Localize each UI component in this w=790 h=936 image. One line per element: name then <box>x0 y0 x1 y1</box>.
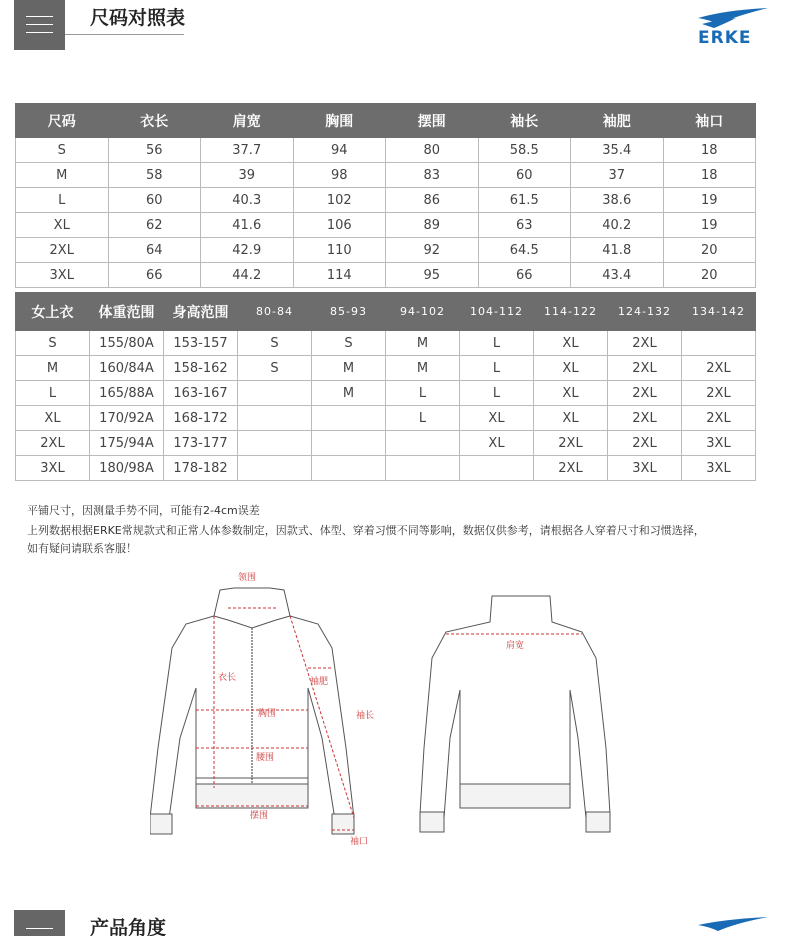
jacket-front <box>150 588 354 834</box>
table-cell: 18 <box>663 138 756 163</box>
table-cell <box>682 331 756 356</box>
table-cell: 163-167 <box>164 381 238 406</box>
table-cell: M <box>386 356 460 381</box>
shoulder-label: 肩宽 <box>506 641 525 651</box>
table-row <box>16 431 756 456</box>
erke-logo-icon <box>696 915 770 935</box>
table-row <box>16 213 756 238</box>
jacket-measurement-diagram <box>150 568 620 858</box>
table-cell: 63 <box>478 213 571 238</box>
table-row <box>16 381 756 406</box>
column-header: 124-132 <box>608 293 682 331</box>
menu-icon[interactable] <box>14 0 65 50</box>
table-cell: 102 <box>293 188 386 213</box>
table-cell: XL <box>534 331 608 356</box>
table-cell: 106 <box>293 213 386 238</box>
table-cell: 158-162 <box>164 356 238 381</box>
hem-label: 摆围 <box>250 811 269 821</box>
table-cell: 98 <box>293 163 386 188</box>
column-header: 衣长 <box>108 104 201 138</box>
table-cell: S <box>312 331 386 356</box>
table-cell: 165/88A <box>90 381 164 406</box>
table-cell: 18 <box>663 163 756 188</box>
column-header: 摆围 <box>386 104 479 138</box>
table-cell: 2XL <box>16 431 90 456</box>
column-header: 80-84 <box>238 293 312 331</box>
table-row <box>16 188 756 213</box>
table-cell: 95 <box>386 263 479 288</box>
table-cell: 2XL <box>682 381 756 406</box>
table-cell: M <box>312 381 386 406</box>
table-cell <box>238 406 312 431</box>
table-cell <box>312 406 386 431</box>
table-cell: L <box>460 356 534 381</box>
table-cell: 42.9 <box>201 238 294 263</box>
brand-logo-text: ERKE <box>698 28 752 48</box>
table-cell: 62 <box>108 213 201 238</box>
table-cell: 3XL <box>608 456 682 481</box>
column-header: 袖长 <box>478 104 571 138</box>
table-cell: 60 <box>108 188 201 213</box>
table-cell: 2XL <box>608 356 682 381</box>
column-header: 94-102 <box>386 293 460 331</box>
table-cell: 41.8 <box>571 238 664 263</box>
table-cell: 168-172 <box>164 406 238 431</box>
table-cell: L <box>386 406 460 431</box>
table-cell: 89 <box>386 213 479 238</box>
column-header: 114-122 <box>534 293 608 331</box>
table-cell: 170/92A <box>90 406 164 431</box>
table-cell: 86 <box>386 188 479 213</box>
table-cell: 56 <box>108 138 201 163</box>
column-header: 胸围 <box>293 104 386 138</box>
table-cell: M <box>312 356 386 381</box>
table-cell: 35.4 <box>571 138 664 163</box>
sleeve-length-label: 袖长 <box>356 711 375 721</box>
table-cell: 40.3 <box>201 188 294 213</box>
table-cell: 60 <box>478 163 571 188</box>
sleeve-width-label: 袖肥 <box>310 677 329 687</box>
table-cell: M <box>386 331 460 356</box>
table-cell: 175/94A <box>90 431 164 456</box>
column-header: 134-142 <box>682 293 756 331</box>
table-cell: L <box>16 188 109 213</box>
table-cell: 37 <box>571 163 664 188</box>
length-label: 衣长 <box>218 673 237 683</box>
table-cell: 2XL <box>608 431 682 456</box>
column-header: 体重范围 <box>90 293 164 331</box>
table-cell: 83 <box>386 163 479 188</box>
table-row <box>16 331 756 356</box>
table-cell: 61.5 <box>478 188 571 213</box>
column-header: 尺码 <box>16 104 109 138</box>
table-cell: L <box>460 331 534 356</box>
measurement-note: 平铺尺寸，因测量手势不同，可能有2-4cm误差 <box>27 504 260 517</box>
table-cell: L <box>16 381 90 406</box>
chest-label: 胸围 <box>258 709 277 719</box>
table-header-row <box>16 293 756 331</box>
table-cell: 2XL <box>534 431 608 456</box>
column-header: 104-112 <box>460 293 534 331</box>
table-cell <box>312 431 386 456</box>
table-cell: 2XL <box>682 356 756 381</box>
table-cell: 19 <box>663 188 756 213</box>
menu-icon[interactable] <box>14 910 65 936</box>
cuff-label: 袖口 <box>350 837 369 847</box>
table-row <box>16 238 756 263</box>
table-header-row <box>16 104 756 138</box>
table-cell: M <box>16 163 109 188</box>
size-chart-table <box>15 103 756 288</box>
table-cell <box>312 456 386 481</box>
table-cell: 66 <box>108 263 201 288</box>
table-cell <box>238 456 312 481</box>
table-cell: 173-177 <box>164 431 238 456</box>
table-cell: S <box>16 138 109 163</box>
table-cell <box>386 431 460 456</box>
table-cell: S <box>238 331 312 356</box>
table-cell: 160/84A <box>90 356 164 381</box>
table-cell: 180/98A <box>90 456 164 481</box>
table-cell: 2XL <box>682 406 756 431</box>
table-cell: 41.6 <box>201 213 294 238</box>
table-cell: 2XL <box>608 381 682 406</box>
table-cell: 64 <box>108 238 201 263</box>
table-cell: 3XL <box>16 263 109 288</box>
table-cell: 80 <box>386 138 479 163</box>
table-row <box>16 406 756 431</box>
column-header: 袖口 <box>663 104 756 138</box>
table-cell: XL <box>534 381 608 406</box>
table-cell <box>238 431 312 456</box>
section-title-product-angle: 产品角度 <box>90 917 167 936</box>
table-row <box>16 356 756 381</box>
table-cell: 58.5 <box>478 138 571 163</box>
table-cell: 2XL <box>16 238 109 263</box>
table-cell: 3XL <box>682 431 756 456</box>
table-cell: 40.2 <box>571 213 664 238</box>
table-row <box>16 263 756 288</box>
table-cell: 114 <box>293 263 386 288</box>
table-cell: 110 <box>293 238 386 263</box>
table-cell: 92 <box>386 238 479 263</box>
column-header: 袖肥 <box>571 104 664 138</box>
table-cell: L <box>386 381 460 406</box>
table-cell: 3XL <box>16 456 90 481</box>
table-cell: XL <box>16 213 109 238</box>
table-cell: 2XL <box>608 406 682 431</box>
jacket-back <box>420 596 610 832</box>
table-cell: 37.7 <box>201 138 294 163</box>
table-cell: L <box>460 381 534 406</box>
column-header: 女上衣 <box>16 293 90 331</box>
table-cell: XL <box>460 406 534 431</box>
table-cell: 64.5 <box>478 238 571 263</box>
column-header: 85-93 <box>312 293 386 331</box>
table-cell: XL <box>534 356 608 381</box>
table-cell: 39 <box>201 163 294 188</box>
table-cell: S <box>238 356 312 381</box>
table-cell: 43.4 <box>571 263 664 288</box>
waist-label: 腰围 <box>256 753 275 763</box>
table-row <box>16 163 756 188</box>
section-title: 尺码对照表 <box>90 7 186 29</box>
table-cell: 3XL <box>682 456 756 481</box>
table-cell: 19 <box>663 213 756 238</box>
size-conversion-table <box>15 292 756 481</box>
table-cell: 178-182 <box>164 456 238 481</box>
table-cell: S <box>16 331 90 356</box>
table-cell <box>238 381 312 406</box>
disclaimer-note: 上列数据根据ERKE常规款式和正常人体参数制定，因款式、体型、穿着习惯不同等影响，数据仅供参考，请根据各人穿着尺寸和习惯选择， <box>27 524 705 537</box>
table-cell: XL <box>534 406 608 431</box>
table-cell: 2XL <box>534 456 608 481</box>
table-cell: 58 <box>108 163 201 188</box>
table-cell: M <box>16 356 90 381</box>
table-cell: XL <box>16 406 90 431</box>
table-cell: 20 <box>663 238 756 263</box>
table-cell: 44.2 <box>201 263 294 288</box>
table-cell: 94 <box>293 138 386 163</box>
table-cell: 20 <box>663 263 756 288</box>
table-cell: 66 <box>478 263 571 288</box>
table-cell <box>386 456 460 481</box>
collar-label: 领围 <box>238 573 257 583</box>
table-cell <box>460 456 534 481</box>
table-row <box>16 138 756 163</box>
table-cell: XL <box>460 431 534 456</box>
table-cell: 153-157 <box>164 331 238 356</box>
table-cell: 2XL <box>608 331 682 356</box>
table-cell: 155/80A <box>90 331 164 356</box>
title-divider <box>65 34 184 35</box>
contact-note: 如有疑问请联系客服！ <box>27 542 137 555</box>
column-header: 身高范围 <box>164 293 238 331</box>
table-cell: 38.6 <box>571 188 664 213</box>
column-header: 肩宽 <box>201 104 294 138</box>
table-row <box>16 456 756 481</box>
